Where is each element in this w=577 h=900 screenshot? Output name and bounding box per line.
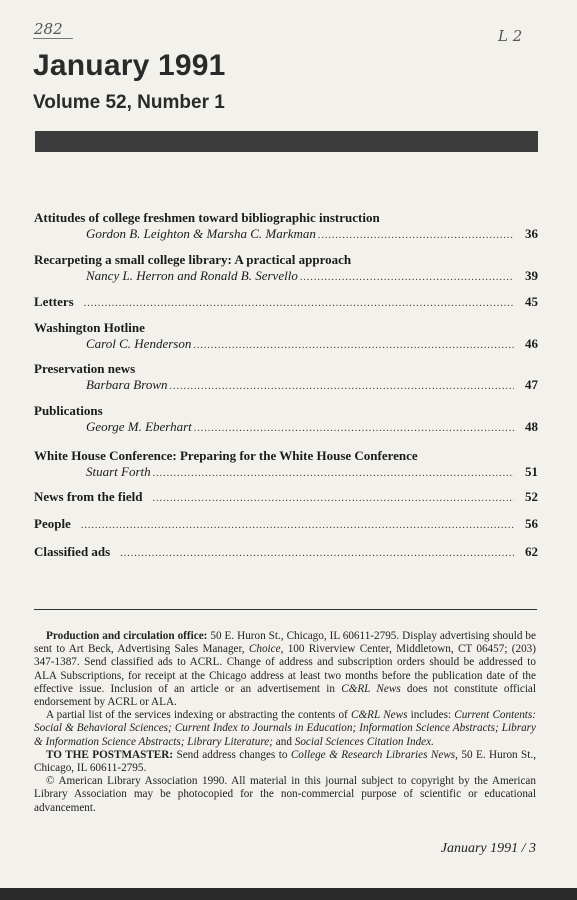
colophon-text: 50 E. Huron St., Chicago, IL 60611-2795. Display advertising should be sent to Art Beck, Advertising Sales Manager, bbox=[34, 630, 536, 656]
dot-leader bbox=[81, 520, 514, 531]
dot-leader bbox=[153, 468, 514, 479]
toc-page-number: 62 bbox=[525, 544, 538, 559]
header-bar bbox=[35, 131, 538, 152]
colophon-copyright: © American Library Association 1990. All material in this journal subject to copyright by the American Library Association may be photocopied for the non-commercial purpose of scientific or educational advancement. bbox=[34, 775, 536, 814]
toc-page-number: 39 bbox=[525, 268, 538, 283]
handwritten-annotation: L 2 bbox=[498, 27, 523, 45]
page-folio: January 1991 / 3 bbox=[440, 841, 536, 856]
colophon-italic: Current Contents: Social & Behavioral Sciences; Current Index to Journals in Education; Information Science Abstracts; Library & Information Science Abstracts; Library Literature; bbox=[34, 709, 536, 748]
dot-leader bbox=[152, 493, 514, 504]
toc-author: Stuart Forth bbox=[86, 464, 151, 479]
toc-page-number: 46 bbox=[525, 336, 538, 351]
toc-author: Nancy L. Herron and Ronald B. Servello bbox=[86, 268, 298, 283]
colophon-text: includes: bbox=[407, 709, 455, 722]
toc-entry[interactable] bbox=[34, 294, 538, 310]
toc-page-number: 47 bbox=[525, 377, 538, 392]
colophon-italic: Choice, bbox=[248, 643, 284, 656]
colophon-text: 50 E. Huron St., Chicago, IL 60611-2795. bbox=[34, 748, 536, 775]
dot-leader bbox=[300, 272, 514, 283]
toc-page-number: 36 bbox=[525, 226, 538, 241]
toc-entry[interactable] bbox=[34, 361, 538, 393]
toc-title: Letters bbox=[34, 294, 74, 309]
toc-title: News from the field bbox=[34, 489, 143, 504]
toc-title: Recarpeting a small college library: A practical approach bbox=[34, 252, 352, 267]
issue-date: January 1991 bbox=[33, 49, 226, 82]
colophon-label: Production and circulation office: bbox=[46, 630, 208, 642]
dot-leader bbox=[170, 381, 515, 392]
colophon-production bbox=[34, 630, 536, 709]
colophon-text: A partial list of the services indexing or abstracting the contents of bbox=[46, 709, 351, 722]
toc-entry[interactable] bbox=[34, 252, 538, 284]
handwritten-annotation: 282 bbox=[34, 20, 63, 38]
toc-author: Gordon B. Leighton & Marsha C. Markman bbox=[86, 226, 316, 241]
toc-author: George M. Eberhart bbox=[86, 419, 192, 434]
toc-title: Attitudes of college freshmen toward bibliographic instruction bbox=[34, 210, 380, 225]
toc-page-number: 48 bbox=[525, 419, 538, 434]
colophon-text: does not constitute official endorsement by ACRL or ALA. bbox=[34, 682, 537, 709]
dot-leader bbox=[318, 230, 514, 241]
toc-author: Barbara Brown bbox=[86, 377, 168, 392]
toc-title: Publications bbox=[34, 403, 103, 418]
colophon-text: 100 Riverview Center, Middletown, CT 06457; (203) 347-1387. Send classified ads to ACRL. Change of address and subscription orders should be addressed to ALA Subscriptions, for receipt at the Chicago address at least two months before the publication date of the effective issue. Inclusion of an article or an advertisement in bbox=[34, 643, 536, 695]
toc-entry[interactable] bbox=[34, 544, 538, 560]
colophon-label: TO THE POSTMASTER: bbox=[46, 748, 174, 761]
colophon-italic: C&RL News bbox=[341, 682, 401, 695]
colophon-italic: Social Sciences Citation Index. bbox=[294, 735, 434, 748]
toc-page-number: 45 bbox=[525, 294, 538, 309]
toc-entry[interactable] bbox=[34, 210, 538, 242]
dot-leader bbox=[120, 548, 514, 559]
toc-title: Classified ads bbox=[34, 544, 111, 559]
scan-edge bbox=[0, 888, 577, 900]
colophon-text: Send address changes to bbox=[173, 748, 291, 761]
toc-title: White House Conference: Preparing for the White House Conference bbox=[34, 448, 418, 463]
toc-author: Carol C. Henderson bbox=[86, 336, 192, 351]
colophon-postmaster bbox=[34, 749, 536, 775]
section-divider bbox=[34, 609, 537, 610]
toc-page-number: 56 bbox=[525, 516, 538, 531]
dot-leader bbox=[193, 340, 514, 351]
toc-entry[interactable] bbox=[34, 516, 538, 532]
dot-leader bbox=[84, 298, 514, 309]
annotation-underline bbox=[33, 38, 73, 39]
colophon-text: and bbox=[272, 735, 295, 748]
toc-entry[interactable] bbox=[34, 320, 538, 352]
colophon-indexing bbox=[34, 709, 536, 749]
toc-page-number: 51 bbox=[525, 464, 538, 479]
toc-entry[interactable] bbox=[34, 403, 538, 435]
toc-entry[interactable] bbox=[34, 448, 538, 480]
toc-page-number: 52 bbox=[525, 489, 538, 504]
toc-title: Washington Hotline bbox=[34, 320, 145, 335]
toc-title: Preservation news bbox=[34, 361, 136, 376]
toc-entry[interactable] bbox=[34, 489, 538, 505]
colophon-italic: C&RL News bbox=[350, 709, 408, 722]
dot-leader bbox=[194, 423, 514, 434]
colophon bbox=[34, 630, 536, 815]
colophon-italic: College & Research Libraries News, bbox=[290, 748, 458, 761]
issue-volume: Volume 52, Number 1 bbox=[33, 92, 225, 113]
toc-title: People bbox=[34, 516, 71, 531]
